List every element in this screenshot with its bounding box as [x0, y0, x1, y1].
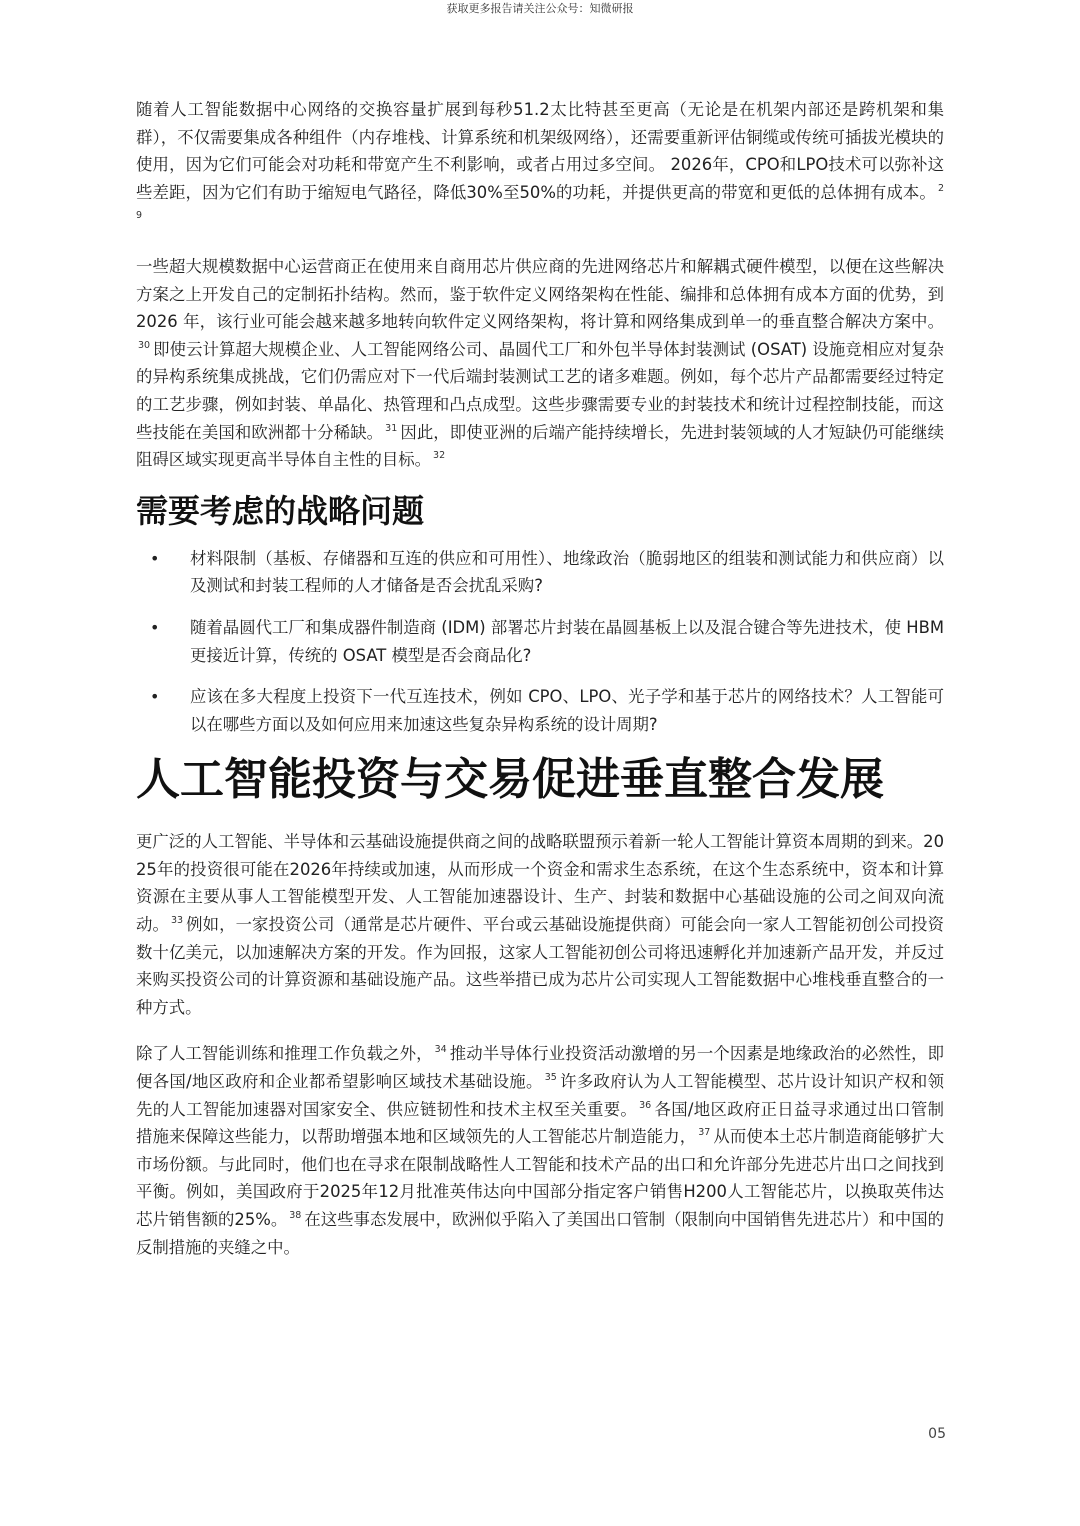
list-item — [136, 545, 944, 600]
list-item-text: 材料限制（基板、存储器和互连的供应和可用性）、地缘政治（脆弱地区的组装和测试能力和供应商）以及测试和封装工程师的人才储备是否会扰乱采购? — [190, 548, 944, 596]
list-item-text: 应该在多大程度上投资下一代互连技术，例如 CPO、LPO、光子学和基于芯片的网络技术？人工智能可以在哪些方面以及如何应用来加速这些复杂异构系统的设计周期? — [190, 687, 944, 734]
list-item-text: 随着晶圆代工厂和集成器件制造商 (IDM) 部署芯片封装在晶圆基板上以及混合键合等先进技术，使 HBM 更接近计算，传统的 OSAT 模型是否会商品化? — [190, 617, 944, 665]
paragraph-2-text-c: 因此，即使亚洲的后端产能持续增长，先进封装领域的人才短缺仍可能继续阻碍区域实现更高半导体自主性的目标。 — [136, 422, 945, 470]
paragraph-1-text: 随着人工智能数据中心网络的交换容量扩展到每秒51.2太比特甚至更高（无论是在机架内部还是跨机架和集群），不仅需要集成各种组件（内存堆栈、计算系统和机架级网络），还需要重新评估铜缆或传统可插拔光模块的使用，因为它们可能会对功耗和带宽产生不利影响，或者占用过多空间。 2026年，CPO和LPO技术可以弥补这些差距，因为它们有助于缩短电气路径，降低30%至50%的功耗，并提供更高的带宽和更低的总体拥有成本。 — [136, 100, 944, 202]
footnote-ref-35: 35 — [544, 1072, 557, 1084]
paragraph-4 — [136, 1040, 944, 1261]
paragraph-4-text-e: 从而使本土芯片制造商能够扩大市场份额。与此同时，他们也在寻求在限制战略性人工智能和技术产品的出口和允许部分先进芯片出口之间找到平衡。例如，美国政府于2025年12月批准英伟达向中国部分指定客户销售H200人工智能芯片，以换取英伟达芯片销售额的25%。 — [136, 1127, 945, 1229]
paragraph-3 — [136, 828, 944, 1021]
bullet-icon: • — [150, 617, 160, 637]
list-item — [136, 614, 944, 669]
bullet-icon: • — [150, 687, 160, 707]
footnote-ref-30: 30 — [138, 339, 151, 351]
footnote-ref-29: 29 — [136, 182, 944, 222]
paragraph-4-text-a: 除了人工智能训练和推理工作负载之外， — [136, 1044, 433, 1064]
paragraph-4-text-f: 在这些事态发展中，欧洲似乎陷入了美国出口管制（限制向中国销售先进芯片）和中国的反制措施的夹缝之中。 — [136, 1210, 944, 1257]
footnote-ref-31: 31 — [385, 422, 398, 434]
paragraph-3-text-a: 更广泛的人工智能、半导体和云基础设施提供商之间的战略联盟预示着新一轮人工智能计算资本周期的到来。2025年的投资很可能在2026年持续或加速，从而形成一个资金和需求生态系统，在这个生态系统中，资本和计算资源在主要从事人工智能模型开发、人工智能加速器设计、生产、封装和数据中心基础设施的公司之间双向流动。 — [136, 832, 944, 935]
paragraph-4-text-c: 许多政府认为人工智能模型、芯片设计知识产权和领先的人工智能加速器对国家安全、供应链韧性和技术主权至关重要。 — [136, 1072, 944, 1119]
page-number: 05 — [928, 1426, 946, 1442]
section-heading: 需要考虑的战略问题 — [136, 491, 425, 530]
paragraph-2-text-b: 即使云计算超大规模企业、人工智能网络公司、晶圆代工厂和外包半导体封装测试 (OSAT) 设施竞相应对复杂的异构系统集成挑战，它们仍需应对下一代后端封装测试工艺的诸多难题。例如，每个芯片产品都需要经过特定的工艺步骤，例如封装、单晶化、热管理和凸点成型。这些步骤需要专业的封装技术和统计过程控制技能，而这些技能在美国和欧洲都十分稀缺。 — [136, 339, 944, 442]
footnote-ref-33: 33 — [170, 915, 184, 927]
paragraph-2-text-a: 一些超大规模数据中心运营商正在使用来自商用芯片供应商的先进网络芯片和解耦式硬件模型，以便在这些解决方案之上开发自己的定制拓扑结构。然而，鉴于软件定义网络架构在性能、编排和总体拥有成本方面的优势，到 2026 年，该行业可能会越来越多地转向软件定义网络架构，将计算和网络集成到单一的垂直整合解决方案中。 — [136, 256, 944, 332]
footnote-ref-37: 37 — [698, 1127, 711, 1139]
watermark-text: 获取更多报告请关注公众号：知微研报 — [446, 2, 634, 15]
paragraph-4-text-b: 推动半导体行业投资活动激增的另一个因素是地缘政治的必然性，即便各国/地区政府和企业都希望影响区域技术基础设施。 — [136, 1044, 945, 1092]
footnote-ref-34: 34 — [434, 1044, 447, 1056]
footnote-ref-32: 32 — [433, 450, 446, 462]
page-content — [136, 96, 944, 1261]
bullet-icon: • — [150, 548, 160, 568]
main-heading: 人工智能投资与交易促进垂直整合发展 — [136, 754, 884, 806]
footnote-ref-36: 36 — [639, 1099, 652, 1111]
footnote-ref-38: 38 — [289, 1210, 302, 1221]
list-item — [136, 683, 944, 738]
paragraph-4-text-d: 各国/地区政府正日益寻求通过出口管制措施来保障这些能力，以帮助增强本地和区域领先的人工智能芯片制造能力， — [136, 1099, 944, 1147]
strategic-questions-list — [136, 545, 944, 739]
paragraph-2 — [136, 253, 944, 474]
paragraph-3-text-b: 例如，一家投资公司（通常是芯片硬件、平台或云基础设施提供商）可能会向一家人工智能初创公司投资数十亿美元，以加速解决方案的开发。作为回报，这家人工智能初创公司将迅速孵化并加速新产品开发，并反过来购买投资公司的计算资源和基础设施产品。这些举措已成为芯片公司实现人工智能数据中心堆栈垂直整合的一种方式。 — [136, 915, 945, 1017]
paragraph-1 — [136, 96, 944, 234]
